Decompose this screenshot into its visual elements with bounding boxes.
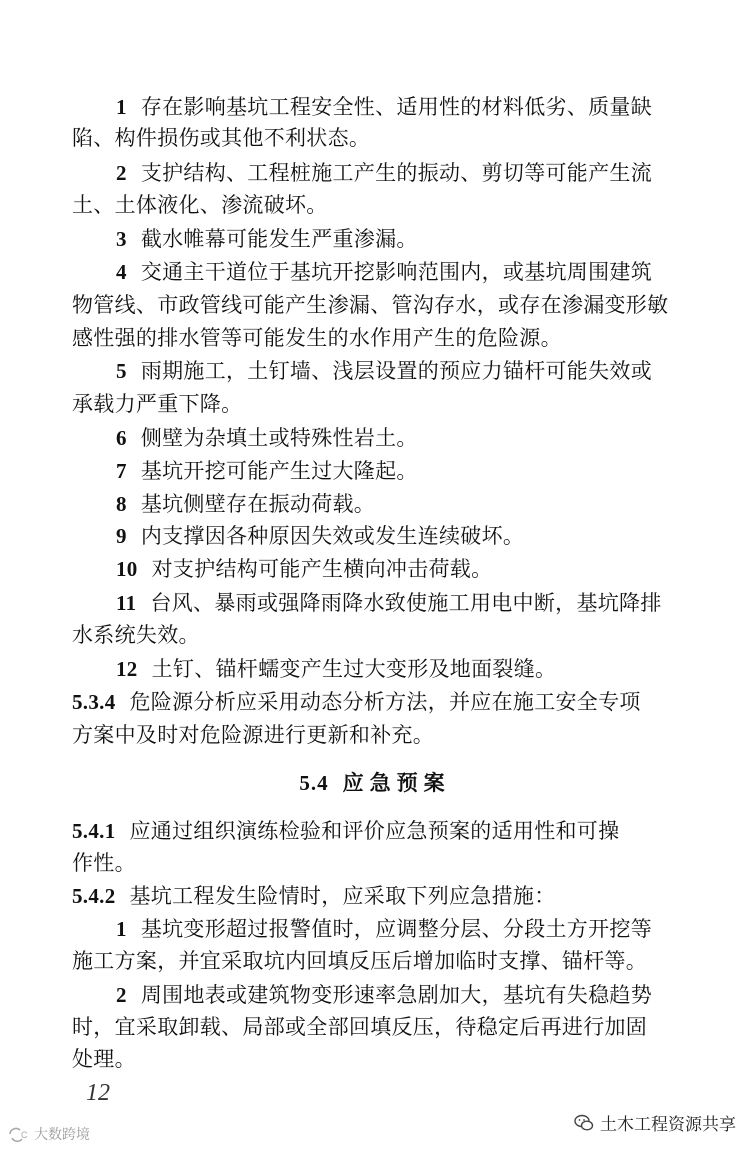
item-text: 交通主干道位于基坑开挖影响范围内，或基坑周围建筑 <box>140 260 653 284</box>
clause-number: 5.4.2 <box>72 884 116 908</box>
watermark-right <box>574 1110 736 1135</box>
item-1-line-1 <box>116 92 652 122</box>
item-text: 雨期施工，土钉墙、浅层设置的预应力锚杆可能失效或 <box>140 359 653 383</box>
watermark-left <box>8 1124 90 1144</box>
item-number: 8 <box>116 492 127 516</box>
item-text: 水系统失效。 <box>72 623 200 647</box>
clause-text: 应通过组织演练检验和评价应急预案的适用性和可操 <box>129 819 620 843</box>
item-text: 土钉、锚杆蠕变产生过大变形及地面裂缝。 <box>151 657 557 681</box>
section-number: 5.4 <box>299 771 329 795</box>
item-number: 7 <box>116 459 127 483</box>
item-number: 11 <box>116 591 137 615</box>
page-number: 12 <box>86 1080 110 1106</box>
clause-5-3-4-line-2 <box>72 720 434 750</box>
measure-1-line-2 <box>72 946 647 976</box>
clause-5-4-1-line-1 <box>72 816 619 846</box>
measure-text: 时，宜采取卸载、局部或全部回填反压，待稳定后再进行加固 <box>72 1015 648 1039</box>
item-3-line-1 <box>116 224 418 254</box>
item-6-line-1 <box>116 423 418 453</box>
clause-5-3-4-line-1 <box>72 687 641 717</box>
clause-text: 危险源分析应采用动态分析方法，并应在施工安全专项 <box>129 690 641 714</box>
measure-2-line-1 <box>116 980 652 1010</box>
item-text: 侧壁为杂填土或特殊性岩土。 <box>140 426 418 450</box>
item-4-line-3 <box>72 323 562 353</box>
measure-number: 2 <box>116 983 127 1007</box>
item-1-line-2 <box>72 123 370 153</box>
item-text: 基坑侧壁存在振动荷载。 <box>140 492 376 516</box>
item-text: 陷、构件损伤或其他不利状态。 <box>72 126 371 150</box>
item-text: 截水帷幕可能发生严重渗漏。 <box>140 227 418 251</box>
measure-text: 周围地表或建筑物变形速率急剧加大，基坑有失稳趋势 <box>140 983 653 1007</box>
measure-text: 基坑变形超过报警值时，应调整分层、分段土方开挖等 <box>140 917 653 941</box>
item-text: 台风、暴雨或强降雨降水致使施工用电中断，基坑降排 <box>150 591 662 615</box>
item-number: 9 <box>116 524 127 548</box>
item-number: 10 <box>116 557 138 581</box>
item-number: 12 <box>116 657 138 681</box>
item-11-line-1 <box>116 588 662 618</box>
item-text: 土、土体液化、渗流破坏。 <box>72 193 328 217</box>
item-number: 6 <box>116 426 127 450</box>
clause-number: 5.4.1 <box>72 819 116 843</box>
section-heading <box>0 768 750 798</box>
clause-text: 方案中及时对危险源进行更新和补充。 <box>72 723 435 747</box>
item-7-line-1 <box>116 456 418 486</box>
measure-2-line-3 <box>72 1044 136 1074</box>
measure-number: 1 <box>116 917 127 941</box>
section-title: 应急预案 <box>342 770 451 795</box>
clause-5-4-2-line-1 <box>72 881 556 911</box>
clause-5-4-1-line-2 <box>72 848 136 878</box>
item-12-line-1 <box>116 654 556 684</box>
measure-1-line-1 <box>116 914 652 944</box>
clause-number: 5.3.4 <box>72 690 116 714</box>
watermark-left-text: 大数跨境 <box>34 1126 90 1142</box>
item-number: 5 <box>116 359 127 383</box>
item-text: 对支护结构可能产生横向冲击荷载。 <box>151 557 493 581</box>
measure-text: 处理。 <box>72 1047 136 1071</box>
item-number: 3 <box>116 227 127 251</box>
measure-2-line-2 <box>72 1012 647 1042</box>
item-5-line-1 <box>116 356 652 386</box>
item-5-line-2 <box>72 389 242 419</box>
item-number: 1 <box>116 95 127 119</box>
item-11-line-2 <box>72 620 200 650</box>
item-text: 基坑开挖可能产生过大隆起。 <box>140 459 418 483</box>
item-2-line-1 <box>116 158 652 188</box>
item-10-line-1 <box>116 554 492 584</box>
item-4-line-1 <box>116 257 652 287</box>
item-text: 存在影响基坑工程安全性、适用性的材料低劣、质量缺 <box>140 95 653 119</box>
item-text: 支护结构、工程桩施工产生的振动、剪切等可能产生流 <box>140 161 653 185</box>
item-2-line-2 <box>72 190 328 220</box>
measure-text: 施工方案，并宜采取坑内回填反压后增加临时支撑、锚杆等。 <box>72 949 648 973</box>
item-text: 感性强的排水管等可能发生的水作用产生的危险源。 <box>72 326 562 350</box>
clause-text: 基坑工程发生险情时，应采取下列应急措施： <box>129 884 556 908</box>
svg-text:C: C <box>21 1130 28 1140</box>
watermark-right-text: 土木工程资源共享 <box>600 1115 736 1134</box>
brand-logo-icon <box>8 1125 30 1143</box>
item-text: 承载力严重下降。 <box>72 392 243 416</box>
item-9-line-1 <box>116 521 524 551</box>
item-text: 物管线、市政管线可能产生渗漏、管沟存水，或存在渗漏变形敏 <box>72 293 669 317</box>
wechat-icon <box>574 1113 594 1133</box>
item-text: 内支撑因各种原因失效或发生连续破坏。 <box>140 524 525 548</box>
item-4-line-2 <box>72 290 668 320</box>
clause-text: 作性。 <box>72 851 136 875</box>
item-number: 2 <box>116 161 127 185</box>
item-8-line-1 <box>116 489 375 519</box>
item-number: 4 <box>116 260 127 284</box>
